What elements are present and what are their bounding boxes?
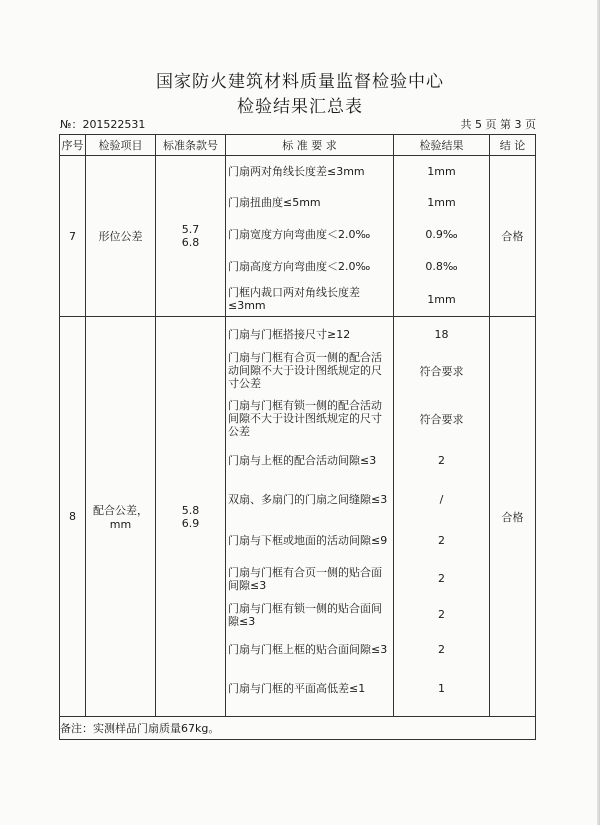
test-item: [86, 317, 156, 717]
row-number: 8: [60, 317, 86, 717]
note-text: 备注：实测样品门扇质量67kg。: [60, 717, 536, 740]
requirement-text: 门扇扭曲度≤5mm: [228, 195, 321, 209]
result-value: 1mm: [427, 195, 456, 209]
page-current-prefix: 第: [500, 118, 511, 131]
requirement-text: 门扇与门框的平面高低差≤1: [228, 682, 366, 695]
requirement-text: 门扇与下框或地面的活动间隙≤9: [228, 534, 388, 547]
note-row: [60, 717, 536, 740]
table-row: [60, 317, 536, 717]
clause-line: 6.9: [181, 516, 200, 530]
result-value: 符合要求: [419, 364, 464, 378]
document-title: 国家防火建筑材料质量监督检验中心: [156, 72, 444, 92]
requirement-text: 双扇、多扇门的门扇之间缝隙≤3: [228, 493, 388, 506]
test-item-label: 形位公差: [98, 230, 143, 243]
results-table: [59, 134, 536, 740]
column-header: 检验项目: [86, 135, 156, 156]
result-value: 2: [438, 534, 445, 547]
page-unit: 页: [485, 118, 497, 131]
result-value: 符合要求: [419, 412, 464, 426]
results-cell: [394, 317, 490, 717]
column-header: 结 论: [490, 135, 536, 156]
requirement-text: 门扇与门框搭接尺寸≥12: [228, 328, 351, 341]
requirement-text: 门扇宽度方向弯曲度＜2.0‰: [228, 227, 371, 241]
results-cell: [394, 156, 490, 317]
requirement-text: 门扇与门框有合页一侧的配合活动间隙不大于设计图纸规定的尺寸公差: [228, 351, 382, 390]
requirement-text: 门扇与门框有锁一侧的贴合面间隙≤3: [228, 601, 382, 628]
requirement-text: 门扇与门框上框的贴合面间隙≤3: [228, 643, 388, 656]
requirement-text: 门扇与门框有合页一侧的贴合面间隙≤3: [228, 565, 382, 592]
table-header-row: [60, 135, 536, 156]
result-value: /: [439, 493, 444, 506]
clause-line: 5.7: [181, 223, 200, 236]
result-value: 2: [438, 454, 445, 467]
requirement-text: 门框内裁口两对角线长度差≤3mm: [228, 286, 360, 312]
column-header: 标 准 要 求: [226, 135, 394, 156]
clause-line: 5.8: [181, 503, 200, 517]
clause-number: [156, 156, 226, 317]
requirement-text: 门扇两对角线长度差≤3mm: [228, 164, 365, 178]
result-value: 1mm: [427, 292, 456, 306]
test-item: [86, 156, 156, 317]
page-total-prefix: 共: [460, 118, 472, 131]
row-number: 7: [60, 156, 86, 317]
result-value: 0.9‰: [425, 227, 458, 241]
result-value: 0.8‰: [425, 259, 458, 273]
page-indicator: [461, 116, 537, 132]
column-header: 标准条款号: [156, 135, 226, 156]
test-item-label: 配合公差，: [93, 504, 148, 517]
requirement-text: 门扇与门框有锁一侧的配合活动间隙不大于设计图纸规定的尺寸公差: [228, 399, 382, 438]
requirement-text: 门扇高度方向弯曲度＜2.0‰: [228, 259, 371, 273]
result-value: 2: [438, 608, 445, 621]
document-subtitle: 检验结果汇总表: [237, 97, 363, 117]
clause-number: [156, 317, 226, 717]
conclusion: 合格: [490, 317, 536, 717]
table-row: [60, 156, 536, 317]
page-total: 5: [475, 118, 482, 131]
requirements-cell: [226, 156, 394, 317]
page-unit: 页: [525, 118, 536, 131]
page-current: 3: [514, 118, 522, 131]
requirements-cell: [226, 317, 394, 717]
clause-line: 6.8: [181, 236, 200, 249]
column-header: 检验结果: [394, 135, 490, 156]
requirement-text: 门扇与上框的配合活动间隙≤3: [228, 454, 377, 467]
conclusion: 合格: [490, 156, 536, 317]
test-item-unit: mm: [109, 518, 132, 531]
column-header: 序号: [60, 135, 86, 156]
result-value: 2: [438, 643, 445, 656]
report-number: №：201522531: [60, 118, 146, 131]
result-value: 18: [434, 328, 449, 341]
result-value: 2: [438, 572, 445, 585]
result-value: 1: [438, 682, 445, 695]
result-value: 1mm: [427, 164, 456, 178]
